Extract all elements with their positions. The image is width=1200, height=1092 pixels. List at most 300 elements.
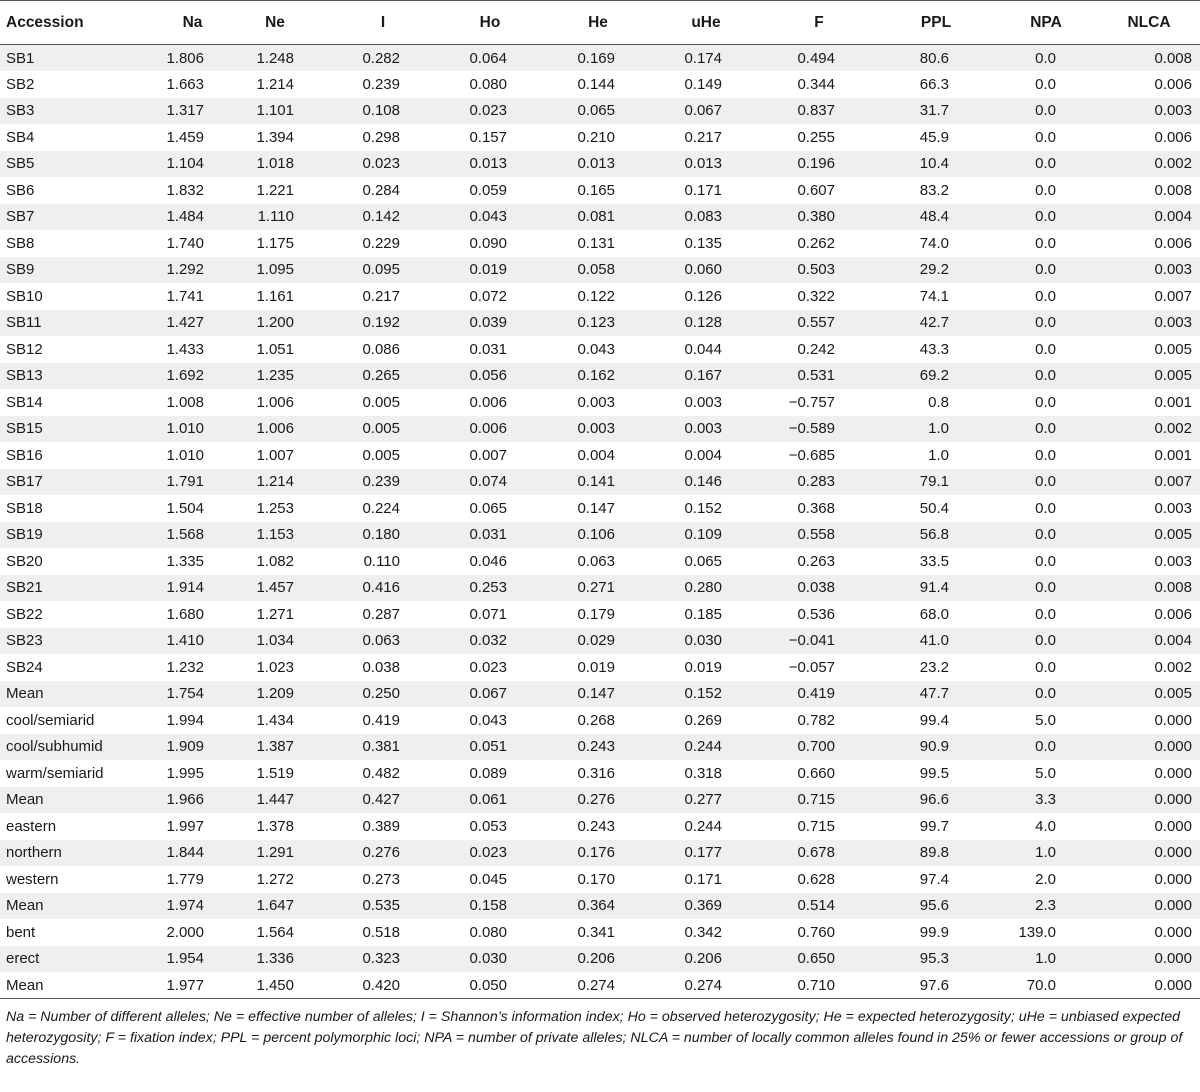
table-cell: 0.072 [469, 287, 507, 305]
table-cell: 0.001 [1154, 393, 1192, 411]
table-cell: 0.167 [684, 367, 722, 385]
table-cell: 97.6 [878, 972, 994, 999]
table-row [0, 628, 1200, 655]
table-cell: 0.061 [469, 791, 507, 809]
table-cell: 1.433 [166, 340, 204, 358]
table-cell: 0.0 [1035, 738, 1056, 756]
table-cell: 1.427 [166, 314, 204, 332]
table-body [0, 45, 1200, 999]
table-cell: 0.0 [1035, 208, 1056, 226]
table-cell: 1.568 [166, 526, 204, 544]
column-header-npa: NPA [994, 1, 1098, 45]
table-cell: 0.276 [362, 844, 400, 862]
table-cell: 0.152 [684, 685, 722, 703]
table-cell: 0.535 [362, 897, 400, 915]
row-label: SB2 [6, 75, 35, 93]
table-cell: 0.006 [1154, 75, 1192, 93]
table-cell: 1.110 [257, 208, 294, 226]
table-cell: 0.002 [1154, 155, 1192, 173]
table-cell: 1.564 [256, 923, 294, 941]
table-cell: 89.8 [919, 844, 949, 862]
table-cell: 0.322 [797, 287, 835, 305]
table-cell: −0.041 [788, 632, 835, 650]
table-cell: 0.126 [684, 287, 722, 305]
table-cell: 0.046 [469, 552, 507, 570]
row-label: Mean [6, 791, 44, 809]
table-cell: 0.169 [577, 49, 615, 67]
table-cell: 0.074 [469, 473, 507, 491]
table-cell: 0.176 [577, 844, 615, 862]
table-cell: 99.9 [919, 923, 949, 941]
table-cell: 1.291 [256, 844, 294, 862]
table-cell: 1.221 [256, 181, 294, 199]
table-cell: 1.034 [256, 632, 294, 650]
table-cell: 0.0 [1035, 128, 1056, 146]
table-cell: 0.650 [797, 950, 835, 968]
table-cell: 0.000 [1154, 817, 1192, 835]
table-cell: 0.229 [362, 234, 400, 252]
table-row [0, 124, 1200, 151]
table-cell: 4.0 [1035, 817, 1056, 835]
table-cell: 91.4 [919, 579, 949, 597]
table-cell: 0.0 [1035, 473, 1056, 491]
table-cell: 0.389 [362, 817, 400, 835]
table-cell: 0.177 [684, 844, 722, 862]
table-cell: 0.144 [577, 75, 615, 93]
table-cell: 0.503 [797, 261, 835, 279]
table-cell: 0.023 [469, 844, 507, 862]
table-cell: 0.004 [1154, 632, 1192, 650]
table-cell: 0.255 [797, 128, 835, 146]
table-cell: 0.710 [760, 972, 878, 999]
column-header-uhe: uHe [652, 1, 760, 45]
table-row [0, 310, 1200, 337]
table-cell: 0.557 [797, 314, 835, 332]
table-cell: 1.161 [256, 287, 294, 305]
table-row [0, 548, 1200, 575]
table-row [0, 681, 1200, 708]
table-cell: 0.000 [1154, 791, 1192, 809]
table-cell: 0.000 [1154, 738, 1192, 756]
table-cell: 0.019 [469, 261, 507, 279]
table-cell: 1.740 [166, 234, 204, 252]
table-row [0, 442, 1200, 469]
table-cell: 0.536 [797, 605, 835, 623]
table-cell: 0.038 [362, 658, 400, 676]
table-cell: 0.0 [1035, 340, 1056, 358]
table-row [0, 840, 1200, 867]
row-label: SB13 [6, 367, 43, 385]
table-cell: 0.273 [362, 870, 400, 888]
table-cell: 0.004 [1154, 208, 1192, 226]
table-cell: 1.101 [256, 102, 294, 120]
table-cell: 0.007 [1154, 287, 1192, 305]
table-cell: 0.065 [684, 552, 722, 570]
table-cell: 0.050 [436, 972, 544, 999]
table-cell: 1.010 [166, 420, 204, 438]
table-cell: 66.3 [919, 75, 949, 93]
table-cell: 0.003 [1154, 314, 1192, 332]
table-cell: 1.447 [256, 791, 294, 809]
table-cell: −0.589 [788, 420, 835, 438]
table-cell: 1.994 [166, 711, 204, 729]
table-cell: 1.909 [166, 738, 204, 756]
table-cell: 23.2 [919, 658, 949, 676]
table-cell: 0.081 [577, 208, 615, 226]
table-row [0, 257, 1200, 284]
table-cell: 1.519 [256, 764, 294, 782]
table-cell: 0.031 [469, 340, 507, 358]
table-cell: 0.008 [1154, 579, 1192, 597]
table-cell: 10.4 [919, 155, 949, 173]
table-cell: 1.995 [166, 764, 204, 782]
table-cell: 0.837 [797, 102, 835, 120]
table-cell: 0.244 [684, 817, 722, 835]
table-cell: 0.344 [797, 75, 835, 93]
table-cell: 1.647 [256, 897, 294, 915]
table-cell: 0.043 [577, 340, 615, 358]
table-cell: 0.005 [362, 393, 400, 411]
table-cell: 47.7 [919, 685, 949, 703]
table-cell: 79.1 [919, 473, 949, 491]
table-cell: 1.663 [166, 75, 204, 93]
table-cell: 0.0 [1035, 181, 1056, 199]
table-cell: 0.067 [684, 102, 722, 120]
table-cell: 0.287 [362, 605, 400, 623]
table-cell: 90.9 [919, 738, 949, 756]
row-label: SB22 [6, 605, 43, 623]
table-cell: 1.378 [256, 817, 294, 835]
table-cell: 1.434 [256, 711, 294, 729]
table-cell: 0.013 [577, 155, 615, 173]
table-cell: 1.271 [256, 605, 294, 623]
table-cell: 0.000 [1154, 711, 1192, 729]
row-label: Mean [0, 972, 165, 999]
column-header-accession: Accession [0, 1, 165, 45]
table-cell: 1.018 [256, 155, 294, 173]
table-row [0, 760, 1200, 787]
table-cell: 0.323 [362, 950, 400, 968]
column-header-ppl: PPL [878, 1, 994, 45]
table-cell: 0.000 [1154, 950, 1192, 968]
table-cell: 43.3 [919, 340, 949, 358]
table-cell: 0.558 [797, 526, 835, 544]
table-row [0, 98, 1200, 125]
table-cell: 1.394 [256, 128, 294, 146]
table-cell: 1.292 [166, 261, 204, 279]
table-footnote: Na = Number of different alleles; Ne = effective number of alleles; I = Shannon’s information index; Ho = observed heterozygosity; He = expected heterozygosity; uHe = unbiased expected heterozygosity; F = fixation index; PPL = percent polymorphic loci; NPA = number of private alleles; NLCA = number of locally common alleles found in 25% or fewer accessions or group of accessions. [6, 1009, 1183, 1067]
table-cell: 0.006 [469, 393, 507, 411]
table-cell: 97.4 [919, 870, 949, 888]
table-cell: 0.123 [577, 314, 615, 332]
table-cell: 0.122 [577, 287, 615, 305]
table-cell: 1.844 [166, 844, 204, 862]
table-cell: 68.0 [919, 605, 949, 623]
table-cell: 0.135 [684, 234, 722, 252]
table-cell: 0.141 [577, 473, 615, 491]
column-header-ne: Ne [220, 1, 330, 45]
table-cell: 0.008 [1154, 181, 1192, 199]
table-cell: 0.381 [362, 738, 400, 756]
table-cell: 1.680 [166, 605, 204, 623]
table-cell: 0.005 [1154, 685, 1192, 703]
table-cell: 96.6 [919, 791, 949, 809]
table-cell: 0.146 [684, 473, 722, 491]
table-cell: 0.0 [1035, 49, 1056, 67]
table-cell: 1.387 [256, 738, 294, 756]
table-cell: 0.059 [469, 181, 507, 199]
table-cell: 0.060 [684, 261, 722, 279]
table-cell: 1.459 [166, 128, 204, 146]
table-cell: 0.316 [577, 764, 615, 782]
table-cell: 0.269 [684, 711, 722, 729]
table-cell: 1.336 [256, 950, 294, 968]
table-cell: 0.003 [1154, 261, 1192, 279]
table-cell: 0.174 [684, 49, 722, 67]
table-cell: 0.276 [577, 791, 615, 809]
table-cell: 1.954 [166, 950, 204, 968]
table-cell: 0.0 [1035, 155, 1056, 173]
table-cell: 0.280 [684, 579, 722, 597]
table-cell: 0.318 [684, 764, 722, 782]
table-cell: 0.0 [1035, 367, 1056, 385]
table-cell: 0.065 [469, 499, 507, 517]
table-cell: 1.0 [1035, 950, 1056, 968]
table-cell: 1.692 [166, 367, 204, 385]
table-cell: 1.175 [256, 234, 294, 252]
table-cell: 0.005 [362, 446, 400, 464]
table-row [0, 522, 1200, 549]
table-cell: 0.239 [362, 75, 400, 93]
table-cell: 0.170 [577, 870, 615, 888]
table-cell: 48.4 [919, 208, 949, 226]
table-row [0, 734, 1200, 761]
table-cell: 1.997 [166, 817, 204, 835]
table-cell: 0.006 [1154, 605, 1192, 623]
column-header-ho: Ho [436, 1, 544, 45]
table-cell: 1.779 [166, 870, 204, 888]
row-label: SB18 [6, 499, 43, 517]
table-cell: 2.0 [1035, 870, 1056, 888]
table-cell: 0.149 [684, 75, 722, 93]
table-row [0, 495, 1200, 522]
table-cell: 1.977 [165, 972, 220, 999]
table-cell: 0.0 [1035, 446, 1056, 464]
table-cell: 0.206 [577, 950, 615, 968]
row-label: eastern [6, 817, 57, 835]
table-cell: 0.0 [1035, 605, 1056, 623]
table-cell: 0.080 [469, 75, 507, 93]
table-cell: 0.0 [1035, 526, 1056, 544]
table-cell: 5.0 [1035, 711, 1056, 729]
table-cell: 0.089 [469, 764, 507, 782]
row-label: SB7 [6, 208, 35, 226]
table-cell: 0.171 [684, 181, 722, 199]
table-cell: 0.0 [1035, 499, 1056, 517]
column-header-na: Na [165, 1, 220, 45]
table-cell: 0.265 [362, 367, 400, 385]
table-cell: 0.007 [1154, 473, 1192, 491]
row-label: SB20 [6, 552, 43, 570]
table-cell: 0.003 [1154, 499, 1192, 517]
row-label: SB16 [6, 446, 43, 464]
table-cell: 0.013 [469, 155, 507, 173]
row-label: Mean [6, 685, 44, 703]
table-cell: 1.082 [256, 552, 294, 570]
column-header-f: F [760, 1, 878, 45]
table-cell: 0.0 [1035, 102, 1056, 120]
table-row [0, 230, 1200, 257]
table-cell: 0.243 [577, 738, 615, 756]
table-cell: 0.023 [469, 102, 507, 120]
table-cell: 0.019 [577, 658, 615, 676]
table-row [0, 946, 1200, 973]
table-row [0, 972, 1200, 999]
table-cell: 0.224 [362, 499, 400, 517]
table-cell: 5.0 [1035, 764, 1056, 782]
table-cell: 0.494 [797, 49, 835, 67]
table-cell: 0.782 [797, 711, 835, 729]
table-cell: 0.364 [577, 897, 615, 915]
table-cell: 1.410 [166, 632, 204, 650]
table-cell: 0.001 [1154, 446, 1192, 464]
table-cell: 0.038 [797, 579, 835, 597]
table-cell: 0.715 [797, 817, 835, 835]
table-cell: 0.029 [577, 632, 615, 650]
table-row [0, 787, 1200, 814]
table-cell: 139.0 [1018, 923, 1056, 941]
table-cell: 0.0 [1035, 632, 1056, 650]
table-cell: 0.064 [469, 49, 507, 67]
column-header-i: I [330, 1, 436, 45]
table-cell: 41.0 [919, 632, 949, 650]
header-row [0, 1, 1200, 45]
table-cell: 0.380 [797, 208, 835, 226]
table-cell: 1.791 [166, 473, 204, 491]
table-cell: 0.003 [1154, 552, 1192, 570]
table-cell: 0.005 [1154, 367, 1192, 385]
table-cell: 1.007 [256, 446, 294, 464]
table-cell: 42.7 [919, 314, 949, 332]
table-cell: 0.003 [577, 420, 615, 438]
table-cell: −0.057 [788, 658, 835, 676]
table-cell: 0.263 [797, 552, 835, 570]
table-cell: 0.095 [362, 261, 400, 279]
table-cell: 95.6 [919, 897, 949, 915]
table-row [0, 151, 1200, 178]
table-cell: 1.272 [256, 870, 294, 888]
table-cell: 1.966 [166, 791, 204, 809]
table-cell: −0.757 [788, 393, 835, 411]
table-cell: 0.142 [362, 208, 400, 226]
table-cell: 0.003 [577, 393, 615, 411]
table-cell: 0.083 [684, 208, 722, 226]
table-cell: 0.158 [469, 897, 507, 915]
table-cell: 0.106 [577, 526, 615, 544]
table-cell: 0.206 [684, 950, 722, 968]
table-cell: 1.335 [166, 552, 204, 570]
table-cell: 1.914 [166, 579, 204, 597]
column-header-he: He [544, 1, 652, 45]
table-cell: 0.179 [577, 605, 615, 623]
table-cell: 0.368 [797, 499, 835, 517]
table-cell: 1.232 [166, 658, 204, 676]
table-cell: 0.0 [1035, 685, 1056, 703]
table-cell: 0.005 [1154, 340, 1192, 358]
table-cell: 0.128 [684, 314, 722, 332]
table-cell: 0.003 [684, 420, 722, 438]
table-row [0, 416, 1200, 443]
table-cell: 0.0 [1035, 393, 1056, 411]
table-row [0, 204, 1200, 231]
table-row [0, 866, 1200, 893]
table-cell: 56.8 [919, 526, 949, 544]
table-cell: −0.685 [788, 446, 835, 464]
table-cell: 0.032 [469, 632, 507, 650]
table-cell: 0.002 [1154, 658, 1192, 676]
table-cell: 0.147 [577, 499, 615, 517]
table-cell: 0.0 [1035, 552, 1056, 570]
table-cell: 0.065 [577, 102, 615, 120]
table-cell: 0.427 [362, 791, 400, 809]
table-cell: 0.157 [469, 128, 507, 146]
table-cell: 29.2 [919, 261, 949, 279]
row-label: SB5 [6, 155, 35, 173]
table-cell: 0.067 [469, 685, 507, 703]
table-cell: 74.1 [919, 287, 949, 305]
table-cell: 0.108 [362, 102, 400, 120]
row-label: SB14 [6, 393, 43, 411]
table-cell: 0.607 [797, 181, 835, 199]
table-cell: 45.9 [919, 128, 949, 146]
table-cell: 2.3 [1035, 897, 1056, 915]
table-cell: 0.284 [362, 181, 400, 199]
row-label: Mean [6, 897, 44, 915]
row-label: erect [6, 950, 40, 968]
table-cell: 0.700 [797, 738, 835, 756]
column-header-nlca: NLCA [1098, 1, 1200, 45]
table-cell: 0.003 [1154, 102, 1192, 120]
table-cell: 0.043 [469, 711, 507, 729]
table-cell: 1.214 [256, 75, 294, 93]
table-cell: 1.006 [256, 393, 294, 411]
table-row [0, 601, 1200, 628]
table-cell: 0.268 [577, 711, 615, 729]
row-label: SB4 [6, 128, 35, 146]
table-cell: 0.008 [1154, 49, 1192, 67]
table-cell: 1.153 [256, 526, 294, 544]
table-cell: 1.235 [256, 367, 294, 385]
table-cell: 0.044 [684, 340, 722, 358]
table-row [0, 336, 1200, 363]
table-cell: 0.000 [1098, 972, 1200, 999]
table-cell: 1.832 [166, 181, 204, 199]
table-row [0, 71, 1200, 98]
table-cell: 0.416 [362, 579, 400, 597]
table-cell: 0.180 [362, 526, 400, 544]
table-cell: 0.058 [577, 261, 615, 279]
table-cell: 1.253 [256, 499, 294, 517]
table-cell: 1.006 [256, 420, 294, 438]
table-cell: 0.419 [362, 711, 400, 729]
table-cell: 1.457 [256, 579, 294, 597]
row-label: western [6, 870, 59, 888]
table-cell: 50.4 [919, 499, 949, 517]
table-cell: 0.030 [469, 950, 507, 968]
row-label: SB19 [6, 526, 43, 544]
table-cell: 0.165 [577, 181, 615, 199]
row-label: SB24 [6, 658, 43, 676]
